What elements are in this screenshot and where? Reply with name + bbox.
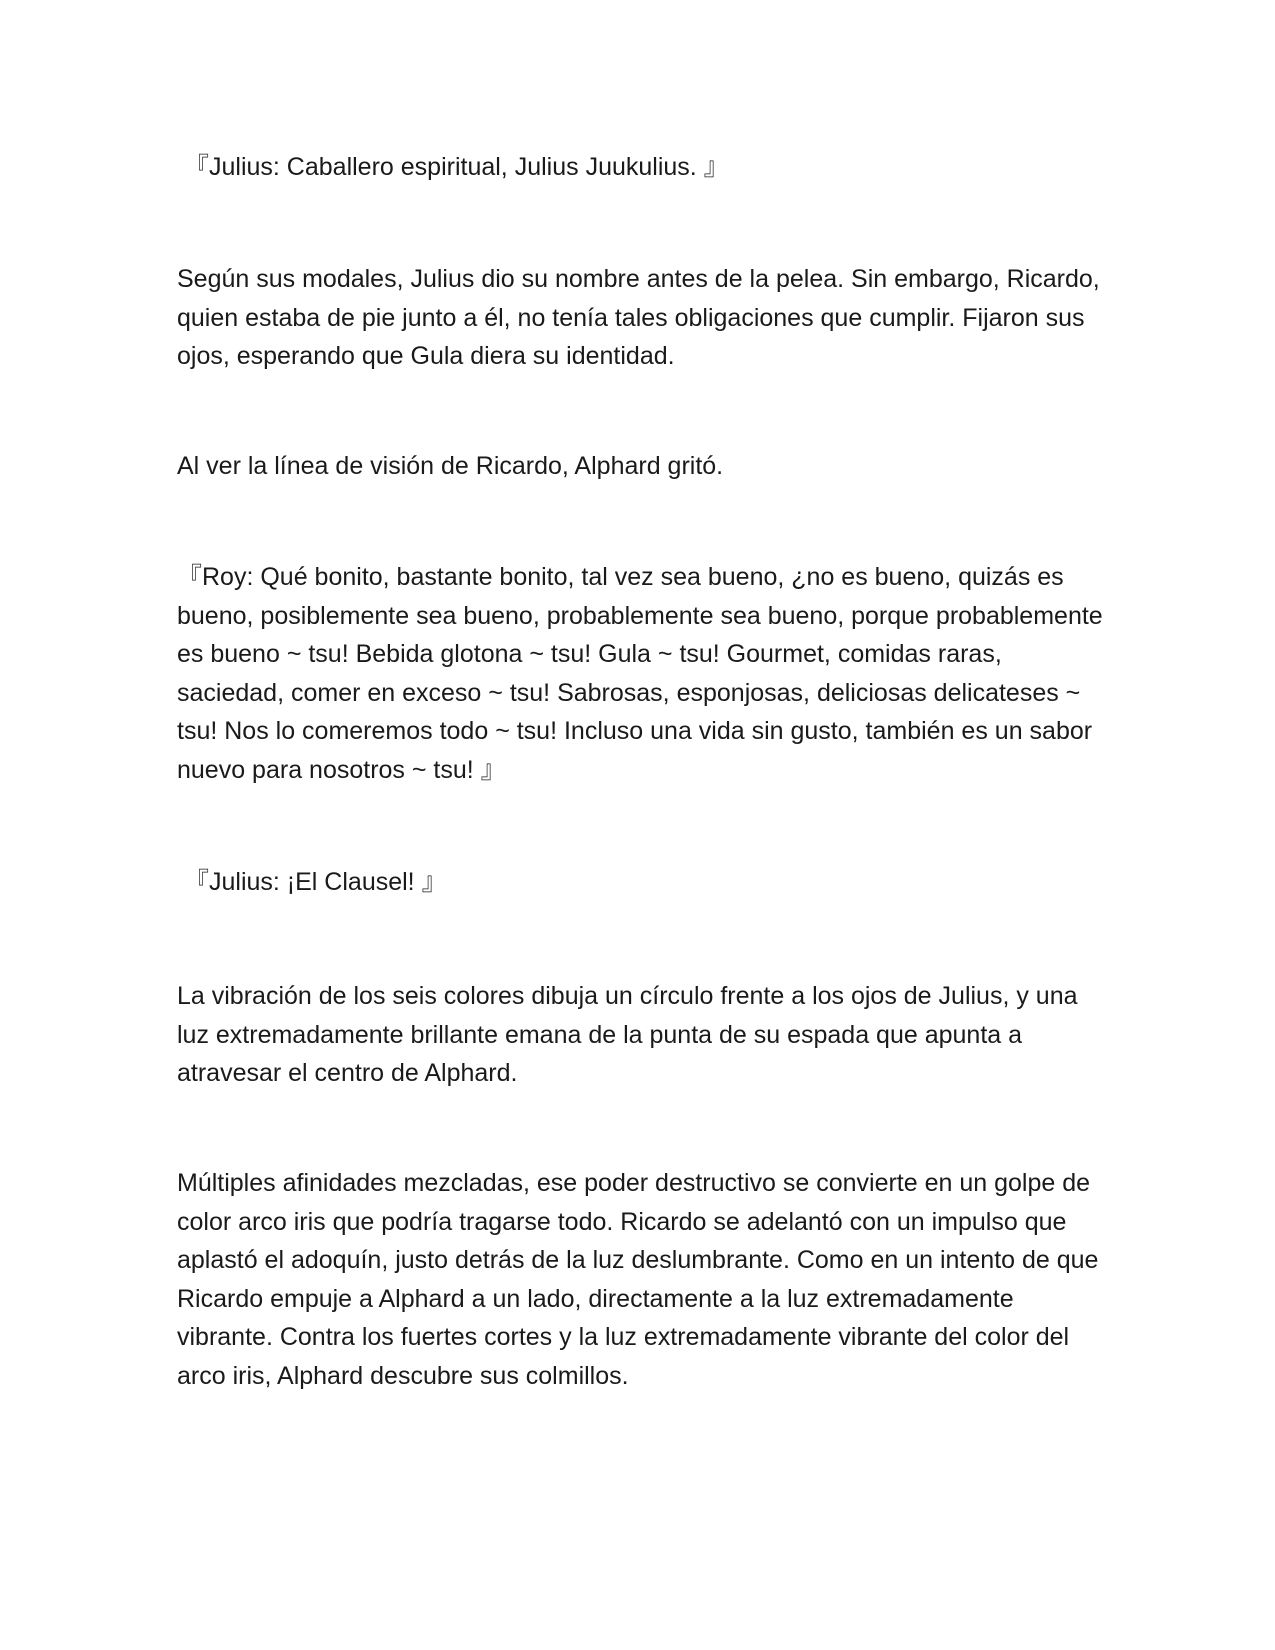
narration-paragraph: Según sus modales, Julius dio su nombre antes de la pelea. Sin embargo, Ricardo, quien estaba de pie junto a él, no tenía tales obligaciones que cumplir. Fijaron sus ojos, esperando que Gula diera su identidad. (177, 265, 1100, 370)
narration-paragraph: La vibración de los seis colores dibuja un círculo frente a los ojos de Julius, y una luz extremadamente brillante emana de la punta de su espada que apunta a atravesar el centro de Alphard. (177, 982, 1078, 1087)
narration-paragraph: Al ver la línea de visión de Ricardo, Alphard gritó. (177, 452, 724, 480)
dialogue-roy: 『Roy: Qué bonito, bastante bonito, tal vez sea bueno, ¿no es bueno, quizás es bueno, posiblemente sea bueno, probablemente sea bueno, porque probablemente es bueno ~ tsu! Bebida glotona ~ tsu! Gula ~ tsu! Gourmet, comidas raras, saciedad, comer en exceso ~ tsu! Sabrosas, esponjosas, deliciosas delicateses ~ tsu! Nos lo comeremos todo ~ tsu! Incluso una vida sin gusto, también es un sabor nuevo para nosotros ~ tsu! 』 (177, 563, 1103, 784)
narration-paragraph: Múltiples afinidades mezcladas, ese poder destructivo se convierte en un golpe de color arco iris que podría tragarse todo. Ricardo se adelantó con un impulso que aplastó el adoquín, justo detrás de la luz deslumbrante. Como en un intento de que Ricardo empuje a Alphard a un lado, directamente a la luz extremadamente vibrante. Contra los fuertes cortes y la luz extremadamente vibrante del color del arco iris, Alphard descubre sus colmillos. (177, 1169, 1099, 1390)
dialogue-julius-clausel: 『Julius: ¡El Clausel! 』 (184, 868, 447, 896)
dialogue-julius-intro: 『Julius: Caballero espiritual, Julius Juukulius. 』 (184, 153, 729, 181)
